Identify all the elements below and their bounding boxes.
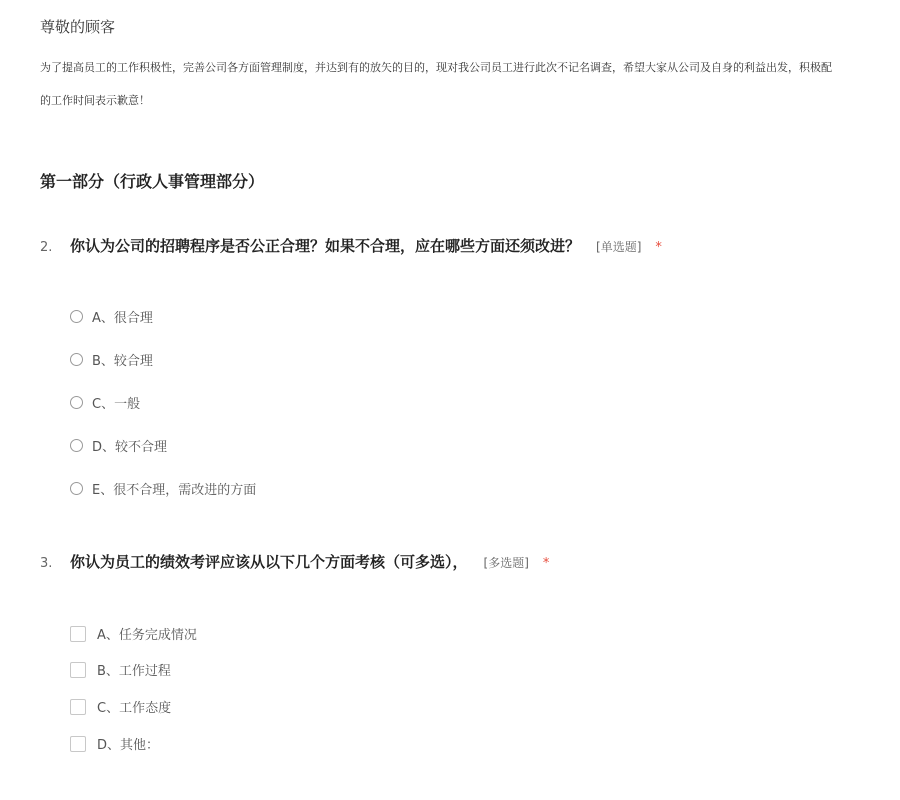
radio-button[interactable] [70, 353, 83, 366]
question-2-option-a[interactable] [70, 307, 153, 326]
radio-button[interactable] [70, 482, 83, 495]
option-label: C、一般 [92, 397, 141, 412]
question-2-title [40, 235, 662, 256]
option-label: D、其他： [97, 738, 160, 753]
intro-text-line-2: 的工作时间表示歉意！ [40, 94, 150, 107]
question-number: 3. [40, 556, 53, 571]
question-text: 你认为员工的绩效考评应该从以下几个方面考核（可多选）， [70, 553, 468, 571]
option-label: D、较不合理 [92, 440, 168, 455]
radio-button[interactable] [70, 396, 83, 409]
required-mark: * [542, 556, 550, 571]
question-type-label: [多选题] [483, 556, 529, 570]
section-title: 第一部分（行政人事管理部分） [40, 172, 265, 191]
checkbox[interactable] [70, 626, 86, 642]
question-2-option-b[interactable] [70, 350, 153, 369]
question-text: 你认为公司的招聘程序是否公正合理？如果不合理，应在哪些方面还须改进？ [70, 237, 581, 255]
option-label: B、较合理 [92, 354, 153, 369]
checkbox[interactable] [70, 699, 86, 715]
option-label: E、很不合理，需改进的方面 [92, 483, 257, 498]
option-label: A、任务完成情况 [97, 628, 197, 643]
radio-button[interactable] [70, 439, 83, 452]
question-type-label: [单选题] [596, 240, 642, 254]
question-2-option-e[interactable] [70, 479, 256, 498]
option-label: C、工作态度 [97, 701, 172, 716]
question-2-option-d[interactable] [70, 436, 167, 455]
question-3-title [40, 551, 549, 572]
question-3-option-b[interactable] [70, 660, 171, 679]
question-3-option-c[interactable] [70, 697, 171, 716]
question-3-option-a[interactable] [70, 624, 197, 643]
option-label: A、很合理 [92, 311, 153, 326]
required-mark: * [655, 240, 662, 255]
question-number: 2. [40, 240, 53, 255]
question-3-option-d[interactable] [70, 734, 159, 753]
radio-button[interactable] [70, 310, 83, 323]
intro-text-line-1: 为了提高员工的工作积极性，完善公司各方面管理制度，并达到有的放矢的目的，现对我公司员工进行此次不记名调查，希望大家从公司及自身的利益出发，积极配 [40, 61, 832, 74]
checkbox[interactable] [70, 736, 86, 752]
option-label: B、工作过程 [97, 664, 171, 679]
greeting-heading: 尊敬的顾客 [40, 18, 116, 36]
checkbox[interactable] [70, 662, 86, 678]
question-2-option-c[interactable] [70, 393, 140, 412]
